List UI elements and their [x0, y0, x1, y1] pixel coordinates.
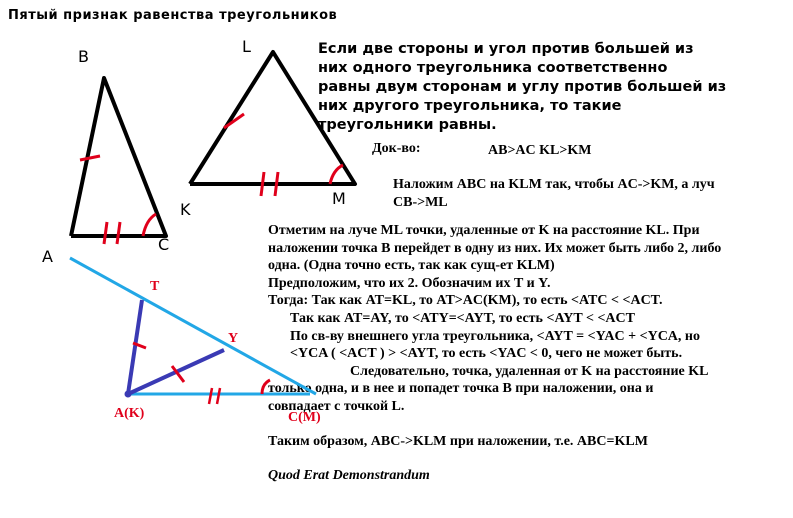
theorem-line: них одного треугольника соответственно — [318, 60, 668, 76]
conclusion-line: совпадает с точкой L. — [268, 398, 405, 414]
label-t: T — [150, 279, 160, 294]
final-line: Таким образом, ABC->KLM при наложении, т.е. ABC=KLM — [268, 433, 648, 449]
tick-ac-o-2 — [217, 388, 220, 404]
overlay-figure — [70, 258, 316, 404]
conclusion-line: Следовательно, точка, удаленная от K на расстояние KL — [350, 363, 709, 379]
theorem-line: Если две стороны и угол против большей из — [318, 41, 694, 57]
proof-line: наложении точка B перейдет в одну из них. Их может быть либо 2, либо — [268, 240, 722, 256]
theorem-line: равны двум сторонам и углу против большей из — [318, 79, 727, 95]
point-a — [125, 391, 132, 398]
tick-ac-1 — [104, 222, 107, 244]
theorem-line: них другого треугольника, то такие — [318, 98, 622, 114]
triangle-klm-sides — [190, 52, 355, 184]
triangle-klm — [190, 52, 355, 196]
proof-line: Тогда: Так как AT=KL, то AT>AC(KM), то есть <ATC < <ACT. — [268, 293, 663, 309]
proof-line: Отметим на луче ML точки, удаленные от K на расстояние KL. При — [268, 223, 700, 238]
angle-c-arc — [143, 214, 156, 236]
tick-ab — [80, 156, 100, 160]
label-b: B — [78, 47, 89, 66]
label-a-k: A(K) — [114, 406, 145, 421]
proof-indented-line: <YCA ( <ACT ) > <AYT, то есть <YAC < 0, чего не может быть. — [290, 346, 683, 362]
overlay-line: CB->ML — [393, 195, 448, 210]
qed: Quod Erat Demonstrandum — [268, 468, 430, 484]
conclusion-line: только одна, и в нее и попадет точка B при наложении, она и — [268, 381, 654, 397]
label-c: C — [158, 235, 170, 254]
label-l: L — [242, 37, 251, 56]
angle-m-arc — [330, 165, 343, 184]
angle-c-overlay-arc — [262, 380, 270, 394]
label-y: Y — [228, 331, 239, 346]
tick-km-2 — [275, 172, 278, 196]
proof-label: Док-во: — [372, 141, 421, 156]
label-a: A — [42, 247, 53, 266]
proof-indented-line: По св-ву внешнего угла треугольника, <AYT = <YAC + <YCA, но — [290, 328, 700, 344]
overlay-line: Наложим ABC на KLM так, чтобы AC->KM, а луч — [393, 177, 715, 192]
label-c-m: C(M) — [288, 410, 321, 425]
ray-ml — [70, 258, 316, 394]
triangle-abc — [71, 78, 166, 244]
proof-line: Предположим, что их 2. Обозначим их T и Y. — [268, 275, 551, 291]
label-m: M — [332, 189, 346, 208]
proof-indented-line: Так как AT=AY, то <ATY=<AYT, то есть <AYT < <ACT — [290, 310, 635, 326]
proof-line: одна. (Одна точно есть, так как сущ-ет KLM) — [268, 258, 555, 274]
label-k: K — [180, 200, 191, 219]
page-title: Пятый признак равенства треугольников — [8, 8, 338, 23]
given-inequalities: AB>AC KL>KM — [488, 143, 592, 158]
tick-ac-o-1 — [209, 388, 212, 404]
tick-ac-2 — [117, 222, 120, 244]
tick-km-1 — [261, 172, 264, 196]
theorem-line: треугольники равны. — [318, 117, 497, 133]
triangle-abc-sides — [71, 78, 166, 236]
